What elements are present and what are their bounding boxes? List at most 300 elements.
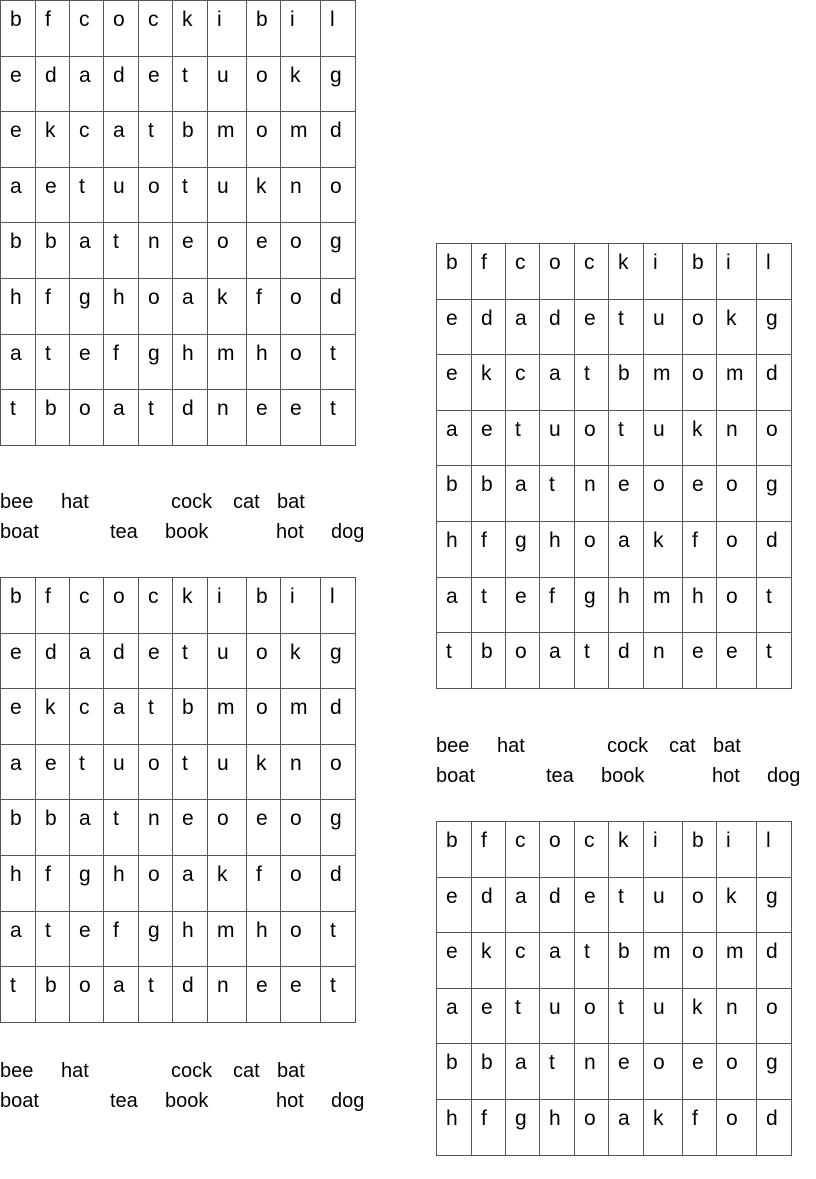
grid-letter: u — [217, 640, 229, 664]
grid-cell — [575, 299, 609, 355]
grid-letter: e — [10, 696, 22, 720]
grid-cell — [437, 822, 472, 878]
grid-cell — [644, 633, 683, 689]
grid-cell — [644, 466, 683, 522]
grid-letter: g — [330, 63, 342, 87]
grid-letter: k — [290, 640, 301, 664]
grid-cell — [104, 112, 139, 168]
grid-letter: o — [692, 940, 704, 964]
grid-cell — [321, 390, 356, 446]
grid-letter: o — [290, 807, 302, 831]
word-boat: boat — [436, 765, 475, 787]
grid-cell — [575, 577, 609, 633]
grid-letter: b — [10, 230, 22, 254]
grid-letter: c — [148, 8, 159, 31]
grid-letter: t — [766, 584, 772, 608]
grid-cell — [104, 167, 139, 223]
grid-letter: u — [217, 751, 229, 775]
grid-letter: d — [766, 940, 778, 964]
grid-letter: c — [79, 119, 90, 143]
grid-letter: m — [726, 940, 744, 964]
grid-letter: e — [692, 473, 704, 497]
grid-cell — [139, 167, 173, 223]
grid-cell — [139, 855, 173, 911]
grid-cell — [281, 911, 321, 967]
grid-cell — [173, 56, 208, 112]
grid-cell — [575, 633, 609, 689]
grid-row — [437, 577, 792, 633]
grid-cell — [717, 1099, 757, 1155]
grid-letter: b — [10, 585, 22, 608]
grid-cell — [173, 967, 208, 1023]
grid-letter: b — [45, 974, 57, 998]
grid-cell — [281, 578, 321, 634]
grid-letter: c — [584, 251, 595, 274]
grid-cell — [247, 744, 281, 800]
grid-letter: e — [10, 63, 22, 87]
grid-letter: f — [256, 862, 262, 886]
grid-row — [437, 933, 792, 989]
grid-cell — [247, 578, 281, 634]
grid-letter: t — [148, 119, 154, 143]
grid-letter: d — [549, 306, 561, 330]
grid-cell — [644, 521, 683, 577]
grid-letter: h — [182, 918, 194, 942]
grid-cell — [757, 466, 792, 522]
grid-cell — [757, 1044, 792, 1100]
grid-letter: o — [148, 751, 160, 775]
grid-cell — [472, 577, 506, 633]
grid-cell — [609, 466, 644, 522]
grid-cell — [644, 410, 683, 466]
grid-letter: t — [45, 918, 51, 942]
grid-cell — [472, 1044, 506, 1100]
grid-letter: a — [618, 1106, 630, 1130]
grid-letter: g — [515, 1106, 527, 1130]
grid-letter: d — [182, 397, 194, 421]
grid-letter: t — [10, 974, 16, 998]
grid-cell — [1, 855, 36, 911]
grid-letter: o — [290, 918, 302, 942]
grid-cell — [506, 577, 540, 633]
grid-letter: t — [79, 751, 85, 775]
grid-cell — [540, 299, 575, 355]
grid-letter: d — [45, 63, 57, 87]
grid-letter: h — [182, 341, 194, 365]
grid-cell — [683, 466, 717, 522]
grid-row — [437, 521, 792, 577]
grid-cell — [506, 466, 540, 522]
grid-cell — [1, 167, 36, 223]
grid-letter: t — [79, 174, 85, 198]
grid-letter: u — [217, 63, 229, 87]
grid-cell — [321, 334, 356, 390]
grid-cell — [717, 633, 757, 689]
grid-row — [1, 278, 356, 334]
grid-cell — [36, 112, 70, 168]
grid-cell — [644, 877, 683, 933]
grid-cell — [321, 633, 356, 689]
grid-cell — [472, 299, 506, 355]
grid-cell — [644, 299, 683, 355]
grid-letter: b — [481, 640, 493, 664]
grid-cell — [609, 822, 644, 878]
grid-cell — [717, 299, 757, 355]
grid-cell — [683, 1044, 717, 1100]
grid-letter: k — [256, 751, 267, 775]
grid-cell — [1, 744, 36, 800]
grid-cell — [757, 933, 792, 989]
grid-cell — [247, 112, 281, 168]
grid-letter: o — [692, 884, 704, 908]
grid-cell — [540, 877, 575, 933]
grid-cell — [281, 56, 321, 112]
grid-cell — [139, 334, 173, 390]
grid-cell — [173, 167, 208, 223]
grid-cell — [208, 744, 247, 800]
grid-letter: o — [549, 251, 561, 274]
grid-cell — [139, 1, 173, 57]
grid-letter: t — [515, 995, 521, 1019]
grid-letter: m — [290, 696, 308, 720]
grid-letter: l — [330, 585, 335, 608]
grid-cell — [208, 911, 247, 967]
grid-row — [1, 800, 356, 856]
grid-cell — [683, 877, 717, 933]
grid-cell — [139, 112, 173, 168]
grid-cell — [104, 334, 139, 390]
grid-cell — [575, 1099, 609, 1155]
grid-cell — [173, 633, 208, 689]
grid-cell — [173, 278, 208, 334]
grid-letter: l — [330, 8, 335, 31]
grid-cell — [247, 1, 281, 57]
grid-letter: o — [726, 584, 738, 608]
grid-cell — [717, 577, 757, 633]
grid-letter: n — [290, 751, 302, 775]
grid-letter: o — [256, 696, 268, 720]
grid-letter: n — [148, 230, 160, 254]
grid-cell — [70, 744, 104, 800]
grid-letter: d — [766, 528, 778, 552]
grid-letter: k — [653, 1106, 664, 1130]
grid-cell — [281, 633, 321, 689]
grid-letter: c — [79, 696, 90, 720]
grid-letter: t — [182, 640, 188, 664]
word-hat: hat — [497, 735, 525, 757]
grid-cell — [506, 355, 540, 411]
grid-cell — [139, 633, 173, 689]
grid-letter: a — [515, 1051, 527, 1075]
grid-row — [437, 633, 792, 689]
grid-letter: a — [113, 696, 125, 720]
grid-letter: a — [113, 119, 125, 143]
grid-letter: h — [549, 1106, 561, 1130]
grid-letter: k — [182, 8, 193, 31]
grid-cell — [208, 689, 247, 745]
grid-row — [1, 633, 356, 689]
grid-letter: k — [290, 63, 301, 87]
grid-letter: a — [182, 862, 194, 886]
grid-letter: a — [10, 174, 22, 198]
grid-letter: b — [692, 251, 704, 274]
grid-row — [1, 967, 356, 1023]
grid-letter: t — [584, 940, 590, 964]
grid-letter: o — [766, 417, 778, 441]
grid-cell — [104, 967, 139, 1023]
grid-cell — [644, 355, 683, 411]
grid-cell — [281, 112, 321, 168]
word-list-2 — [0, 1056, 380, 1116]
grid-letter: e — [45, 751, 57, 775]
grid-cell — [36, 334, 70, 390]
grid-letter: o — [726, 473, 738, 497]
grid-letter: m — [217, 918, 235, 942]
grid-cell — [757, 633, 792, 689]
grid-letter: o — [692, 306, 704, 330]
grid-cell — [717, 933, 757, 989]
grid-letter: e — [256, 230, 268, 254]
grid-letter: k — [653, 528, 664, 552]
grid-letter: m — [653, 584, 671, 608]
grid-letter: t — [148, 397, 154, 421]
grid-letter: m — [290, 119, 308, 143]
grid-cell — [70, 167, 104, 223]
grid-letter: b — [45, 230, 57, 254]
grid-letter: e — [481, 417, 493, 441]
grid-cell — [717, 244, 757, 300]
grid-letter: o — [726, 1051, 738, 1075]
grid-cell — [540, 988, 575, 1044]
grid-cell — [139, 967, 173, 1023]
grid-letter: m — [653, 362, 671, 386]
grid-cell — [683, 521, 717, 577]
grid-letter: o — [584, 528, 596, 552]
grid-cell — [644, 933, 683, 989]
grid-letter: u — [653, 306, 665, 330]
grid-letter: b — [10, 807, 22, 831]
grid-letter: o — [766, 995, 778, 1019]
grid-letter: a — [79, 640, 91, 664]
grid-cell — [281, 744, 321, 800]
grid-cell — [540, 1099, 575, 1155]
word-hot: hot — [276, 521, 304, 543]
grid-cell — [139, 744, 173, 800]
grid-letter: o — [290, 862, 302, 886]
grid-letter: g — [584, 584, 596, 608]
grid-cell — [139, 800, 173, 856]
grid-cell — [717, 988, 757, 1044]
word-bat: bat — [277, 1060, 305, 1082]
grid-cell — [70, 633, 104, 689]
grid-cell — [208, 1, 247, 57]
grid-cell — [36, 578, 70, 634]
grid-letter: o — [726, 528, 738, 552]
grid-letter: g — [79, 285, 91, 309]
grid-cell — [472, 521, 506, 577]
grid-letter: n — [290, 174, 302, 198]
grid-row — [1, 56, 356, 112]
grid-cell — [472, 466, 506, 522]
grid-cell — [173, 390, 208, 446]
grid-cell — [208, 167, 247, 223]
grid-letter: f — [113, 918, 119, 942]
grid-cell — [173, 112, 208, 168]
grid-cell — [36, 390, 70, 446]
word-search-grid-2 — [0, 577, 356, 1023]
grid-cell — [173, 334, 208, 390]
grid-row — [1, 334, 356, 390]
grid-letter: b — [256, 8, 268, 31]
grid-cell — [208, 855, 247, 911]
grid-letter: n — [584, 1051, 596, 1075]
grid-cell — [70, 56, 104, 112]
grid-letter: t — [330, 974, 336, 998]
grid-letter: a — [549, 940, 561, 964]
grid-cell — [281, 167, 321, 223]
grid-cell — [104, 800, 139, 856]
grid-cell — [683, 933, 717, 989]
grid-cell — [70, 334, 104, 390]
grid-letter: f — [45, 285, 51, 309]
grid-cell — [644, 1099, 683, 1155]
word-dog: dog — [331, 1090, 365, 1112]
grid-letter: t — [182, 63, 188, 87]
grid-letter: b — [618, 940, 630, 964]
grid-cell — [506, 410, 540, 466]
word-search-grid-3 — [436, 243, 792, 689]
grid-letter: o — [515, 640, 527, 664]
word-tea: tea — [546, 765, 574, 787]
grid-letter: o — [290, 230, 302, 254]
grid-letter: o — [290, 341, 302, 365]
grid-cell — [247, 278, 281, 334]
grid-letter: a — [113, 397, 125, 421]
grid-letter: n — [217, 974, 229, 998]
grid-letter: f — [692, 1106, 698, 1130]
grid-letter: i — [726, 829, 731, 852]
grid-letter: b — [618, 362, 630, 386]
grid-letter: o — [79, 974, 91, 998]
grid-cell — [247, 390, 281, 446]
grid-cell — [208, 278, 247, 334]
grid-letter: o — [584, 417, 596, 441]
grid-cell — [281, 1, 321, 57]
grid-cell — [757, 410, 792, 466]
grid-letter: k — [45, 119, 56, 143]
grid-letter: m — [217, 119, 235, 143]
grid-cell — [644, 244, 683, 300]
grid-cell — [540, 466, 575, 522]
grid-letter: e — [618, 1051, 630, 1075]
grid-letter: o — [79, 397, 91, 421]
grid-letter: e — [290, 397, 302, 421]
grid-cell — [644, 577, 683, 633]
grid-letter: f — [45, 585, 51, 608]
grid-letter: i — [290, 8, 295, 31]
grid-cell — [321, 167, 356, 223]
grid-letter: n — [217, 397, 229, 421]
grid-letter: k — [692, 417, 703, 441]
grid-letter: o — [256, 63, 268, 87]
grid-letter: n — [584, 473, 596, 497]
grid-cell — [609, 299, 644, 355]
grid-cell — [173, 744, 208, 800]
grid-cell — [757, 521, 792, 577]
grid-letter: f — [481, 829, 487, 852]
grid-cell — [609, 355, 644, 411]
grid-cell — [173, 855, 208, 911]
grid-cell — [208, 967, 247, 1023]
grid-letter: o — [726, 1106, 738, 1130]
grid-cell — [139, 278, 173, 334]
grid-cell — [757, 577, 792, 633]
grid-cell — [247, 223, 281, 279]
grid-letter: o — [113, 585, 125, 608]
grid-cell — [321, 855, 356, 911]
word-bat: bat — [277, 491, 305, 513]
grid-cell — [1, 1, 36, 57]
grid-letter: k — [217, 285, 228, 309]
grid-cell — [609, 1044, 644, 1100]
grid-letter: o — [549, 829, 561, 852]
grid-cell — [70, 855, 104, 911]
grid-cell — [1, 578, 36, 634]
grid-letter: o — [148, 174, 160, 198]
grid-letter: k — [726, 884, 737, 908]
grid-cell — [437, 410, 472, 466]
grid-letter: a — [515, 473, 527, 497]
grid-cell — [70, 578, 104, 634]
grid-letter: i — [217, 8, 222, 31]
grid-cell — [70, 911, 104, 967]
grid-cell — [139, 578, 173, 634]
grid-letter: e — [79, 918, 91, 942]
grid-letter: d — [766, 362, 778, 386]
grid-letter: b — [45, 807, 57, 831]
grid-letter: o — [217, 807, 229, 831]
grid-cell — [36, 278, 70, 334]
grid-cell — [757, 355, 792, 411]
grid-cell — [472, 877, 506, 933]
grid-row — [437, 355, 792, 411]
grid-cell — [1, 633, 36, 689]
grid-letter: h — [256, 341, 268, 365]
grid-letter: a — [10, 341, 22, 365]
grid-letter: f — [481, 528, 487, 552]
grid-letter: g — [515, 528, 527, 552]
grid-letter: t — [45, 341, 51, 365]
grid-row — [437, 822, 792, 878]
grid-letter: t — [549, 473, 555, 497]
grid-letter: e — [45, 174, 57, 198]
grid-letter: h — [256, 918, 268, 942]
grid-cell — [472, 355, 506, 411]
grid-cell — [321, 967, 356, 1023]
grid-letter: h — [618, 584, 630, 608]
grid-letter: f — [45, 862, 51, 886]
grid-cell — [437, 933, 472, 989]
grid-cell — [139, 390, 173, 446]
grid-cell — [321, 112, 356, 168]
grid-letter: f — [481, 251, 487, 274]
grid-letter: b — [446, 829, 458, 852]
grid-letter: h — [549, 528, 561, 552]
grid-cell — [506, 1099, 540, 1155]
grid-cell — [472, 822, 506, 878]
grid-cell — [609, 877, 644, 933]
grid-cell — [36, 633, 70, 689]
